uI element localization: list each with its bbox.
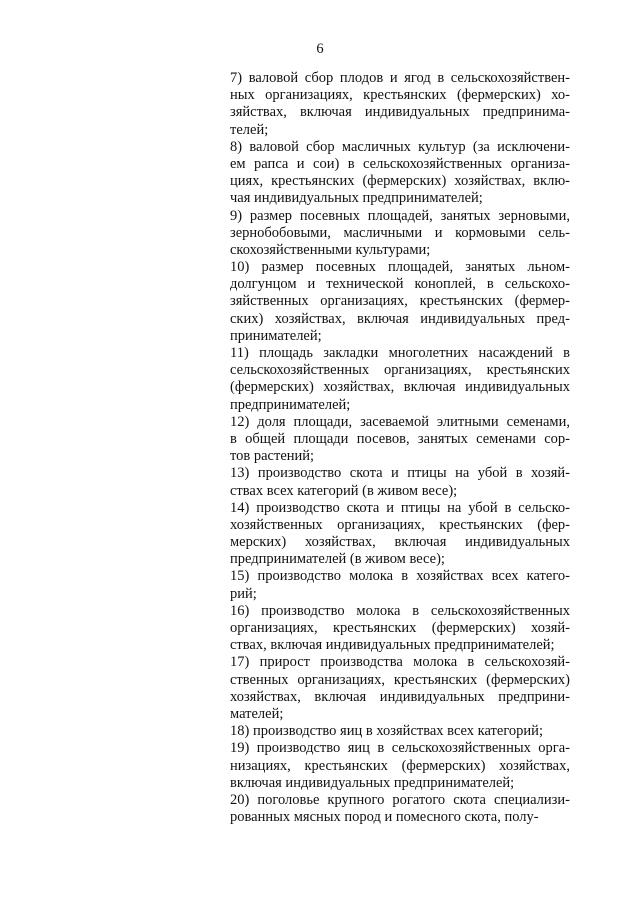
document-body	[230, 70, 570, 826]
text-line: включая индивидуальных предпринимателей;	[230, 774, 515, 791]
text-line: хозяйствах, включая индивидуальных предприни-	[230, 688, 570, 705]
text-line: ем рапса и сои) в сельскохозяйственных организа-	[230, 155, 570, 172]
text-line: 7) валовой сбор плодов и ягод в сельскохозяйствен-	[230, 70, 570, 86]
text-line: предпринимателей (в живом весе);	[230, 551, 445, 568]
list-item	[230, 500, 570, 569]
list-item	[230, 70, 570, 139]
list-item	[230, 259, 570, 345]
text-line: тов растений;	[230, 448, 315, 465]
text-line: низациях, крестьянских (фермерских) хозяйствах,	[230, 757, 570, 774]
text-line: 20) поголовье крупного рогатого скота специализи-	[230, 791, 570, 808]
text-line: 10) размер посевных площадей, занятых льном-	[230, 259, 570, 276]
text-line: зяйствах, включая индивидуальных предпринима-	[230, 104, 570, 121]
list-item	[230, 465, 570, 499]
list-item	[230, 740, 570, 792]
text-line: 17) прирост производства молока в сельскохозяй-	[230, 654, 570, 671]
text-line: предпринимателей;	[230, 396, 351, 413]
text-line: 16) производство молока в сельскохозяйственных	[230, 602, 570, 619]
text-line: 11) площадь закладки многолетних насаждений в	[230, 345, 570, 361]
text-line: 13) производство скота и птицы на убой в хозяй-	[230, 465, 570, 482]
text-line: 12) доля площади, засеваемой элитными семенами,	[230, 413, 570, 430]
text-line: сельскохозяйственных организациях, крестьянских	[230, 362, 570, 379]
list-item	[230, 345, 570, 414]
list-item	[230, 568, 570, 602]
text-line: 19) производство яиц в сельскохозяйственных орга-	[230, 740, 570, 757]
list-item	[230, 139, 570, 208]
text-line: (фермерских) хозяйствах, включая индивидуальных	[230, 379, 570, 396]
text-line: циях, крестьянских (фермерских) хозяйствах, вклю-	[230, 173, 570, 190]
text-line: ствах всех категорий (в живом весе);	[230, 482, 458, 499]
text-line: 8) валовой сбор масличных культур (за исключени-	[230, 138, 570, 155]
text-line: долгунцом и технической коноплей, в сельскохо-	[230, 276, 570, 293]
text-line: принимателей;	[230, 327, 322, 344]
text-line: в общей площади посевов, занятых семенами сор-	[230, 430, 570, 447]
text-line: ных организациях, крестьянских (фермерских) хо-	[230, 87, 570, 104]
text-line: рованных мясных пород и помесного скота, полу-	[230, 809, 539, 826]
text-line: хозяйственных организациях, крестьянских (фер-	[230, 516, 570, 533]
text-line: 9) размер посевных площадей, занятых зерновыми,	[230, 207, 570, 224]
text-line: 14) производство скота и птицы на убой в сельско-	[230, 499, 570, 516]
list-item	[230, 414, 570, 466]
list-item	[230, 208, 570, 260]
text-line: телей;	[230, 121, 269, 138]
text-line: рий;	[230, 585, 257, 602]
text-line: зяйственных организациях, крестьянских (фермер-	[230, 293, 570, 310]
text-line: ственных организациях, крестьянских (фермерских)	[230, 671, 570, 688]
page-number: 6	[316, 41, 324, 57]
list-item	[230, 654, 570, 723]
text-line: зернобобовыми, масличными и кормовыми сель-	[230, 224, 570, 241]
text-line: организациях, крестьянских (фермерских) хозяй-	[230, 620, 570, 636]
text-line: 15) производство молока в хозяйствах всех катего-	[230, 568, 570, 585]
list-item	[230, 723, 570, 740]
text-line: 18) производство яиц в хозяйствах всех категорий;	[230, 723, 543, 740]
list-item	[230, 792, 570, 826]
text-line: скохозяйственными культурами;	[230, 241, 431, 258]
text-line: ских) хозяйствах, включая индивидуальных пред-	[230, 310, 570, 327]
text-line: мателей;	[230, 705, 284, 722]
text-line: мерских) хозяйствах, включая индивидуальных	[230, 534, 570, 551]
text-line: ствах, включая индивидуальных предпринимателей;	[230, 637, 555, 654]
text-line: чая индивидуальных предпринимателей;	[230, 190, 483, 207]
list-item	[230, 603, 570, 655]
